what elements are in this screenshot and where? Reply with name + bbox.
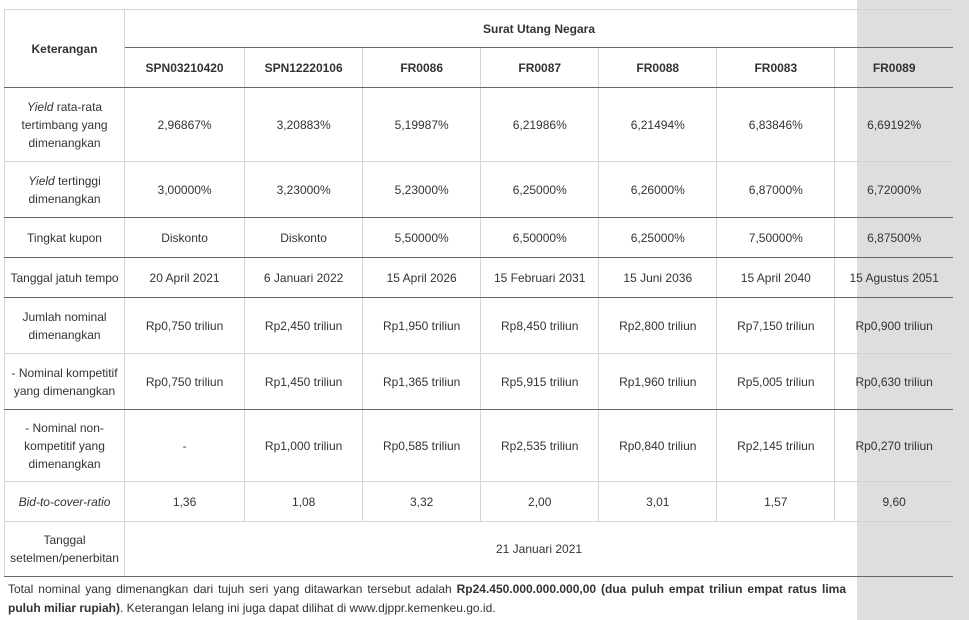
row-bid-to-cover: [5, 482, 954, 522]
table-cell: 3,20883%: [245, 88, 363, 162]
table-cell: Rp7,150 triliun: [717, 298, 835, 354]
series-header: FR0088: [599, 48, 717, 88]
table-cell: Rp2,145 triliun: [717, 410, 835, 482]
table-cell: 15 Agustus 2051: [835, 258, 953, 298]
row-label: [5, 162, 125, 218]
label-italic: Bid-to-cover-ratio: [18, 494, 111, 509]
row-label: - Nominal non-kompetitif yang dimenangkan: [5, 410, 125, 482]
table-cell: Rp0,585 triliun: [363, 410, 481, 482]
table-cell: 21 Januari 2021: [125, 522, 953, 577]
footer-total: Rp24.450.000.000.000,00 (dua puluh empat triliun empat ratus lima puluh miliar rupiah): [8, 582, 846, 615]
table-cell: 2,96867%: [125, 88, 245, 162]
series-header: FR0086: [363, 48, 481, 88]
table-cell: Rp1,960 triliun: [599, 354, 717, 410]
table-cell: 15 Februari 2031: [481, 258, 599, 298]
table-cell: 5,50000%: [363, 218, 481, 258]
footer-note: [8, 580, 846, 618]
table-cell: 6,26000%: [599, 162, 717, 218]
table-cell: Rp2,800 triliun: [599, 298, 717, 354]
label-text: tertinggi dimenangkan: [28, 173, 101, 206]
table-cell: 6,87500%: [835, 218, 953, 258]
series-header: FR0087: [481, 48, 599, 88]
row-settlement-date: [5, 522, 954, 577]
row-nominal-won: [5, 298, 954, 354]
row-label: [5, 482, 125, 522]
table-cell: 1,57: [717, 482, 835, 522]
table-cell: 6,50000%: [481, 218, 599, 258]
table-cell: Rp5,915 triliun: [481, 354, 599, 410]
row-label: Tanggal jatuh tempo: [5, 258, 125, 298]
table-cell: Diskonto: [125, 218, 245, 258]
table-cell: 15 Juni 2036: [599, 258, 717, 298]
row-competitive: [5, 354, 954, 410]
row-maturity-date: [5, 258, 954, 298]
table-cell: 6,83846%: [717, 88, 835, 162]
table-cell: 6,21986%: [481, 88, 599, 162]
row-label: Jumlah nominal dimenangkan: [5, 298, 125, 354]
row-coupon: [5, 218, 954, 258]
table-cell: Rp0,750 triliun: [125, 354, 245, 410]
table-cell: 15 April 2026: [363, 258, 481, 298]
table-cell: 6,25000%: [481, 162, 599, 218]
series-header: FR0083: [717, 48, 835, 88]
row-label: [5, 88, 125, 162]
label-italic: Yield: [26, 99, 54, 114]
table-cell: 7,50000%: [717, 218, 835, 258]
table-cell: 3,23000%: [245, 162, 363, 218]
table-cell: 6,69192%: [835, 88, 953, 162]
table-cell: Rp0,630 triliun: [835, 354, 953, 410]
row-yield-highest: [5, 162, 954, 218]
table-cell: 20 April 2021: [125, 258, 245, 298]
header-group-title: Surat Utang Negara: [125, 10, 953, 48]
header-row-series: [5, 48, 954, 88]
table-cell: Rp0,900 triliun: [835, 298, 953, 354]
header-row-group: [5, 10, 954, 48]
table-cell: 1,36: [125, 482, 245, 522]
table-cell: 6 Januari 2022: [245, 258, 363, 298]
table-cell: 1,08: [245, 482, 363, 522]
table-cell: Rp0,840 triliun: [599, 410, 717, 482]
table-cell: 3,01: [599, 482, 717, 522]
table-cell: 6,72000%: [835, 162, 953, 218]
label-italic: Yield: [28, 173, 55, 188]
table-cell: -: [125, 410, 245, 482]
table-cell: Rp2,535 triliun: [481, 410, 599, 482]
row-label: - Nominal kompetitif yang dimenangkan: [5, 354, 125, 410]
table-cell: Rp0,750 triliun: [125, 298, 245, 354]
table-cell: 2,00: [481, 482, 599, 522]
auction-results-table: [4, 9, 953, 577]
footer-text: Total nominal yang dimenangkan dari tujuh seri yang ditawarkan tersebut adalah: [8, 582, 457, 596]
table-cell: 6,25000%: [599, 218, 717, 258]
table-cell: Rp1,950 triliun: [363, 298, 481, 354]
table-cell: 5,23000%: [363, 162, 481, 218]
table-cell: 15 April 2040: [717, 258, 835, 298]
series-header: FR0089: [835, 48, 953, 88]
row-yield-average: [5, 88, 954, 162]
row-non-competitive: [5, 410, 954, 482]
table-cell: Rp8,450 triliun: [481, 298, 599, 354]
row-label: Tanggal setelmen/penerbitan: [5, 522, 125, 577]
table-cell: 5,19987%: [363, 88, 481, 162]
table-cell: Rp1,365 triliun: [363, 354, 481, 410]
row-label: Tingkat kupon: [5, 218, 125, 258]
table-cell: Diskonto: [245, 218, 363, 258]
series-header: SPN12220106: [245, 48, 363, 88]
table-cell: 3,32: [363, 482, 481, 522]
series-header: SPN03210420: [125, 48, 245, 88]
header-keterangan: Keterangan: [5, 10, 125, 88]
table-cell: 6,21494%: [599, 88, 717, 162]
table-cell: 6,87000%: [717, 162, 835, 218]
table-cell: Rp0,270 triliun: [835, 410, 953, 482]
table-cell: 3,00000%: [125, 162, 245, 218]
table-cell: 9,60: [835, 482, 953, 522]
table-cell: Rp2,450 triliun: [245, 298, 363, 354]
table-cell: Rp1,000 triliun: [245, 410, 363, 482]
footer-text-end: . Keterangan lelang ini juga dapat dilihat di www.djppr.kemenkeu.go.id.: [120, 601, 496, 615]
label-text: rata-rata tertimbang yang dimenangkan: [21, 99, 108, 150]
table-cell: Rp5,005 triliun: [717, 354, 835, 410]
table-cell: Rp1,450 triliun: [245, 354, 363, 410]
